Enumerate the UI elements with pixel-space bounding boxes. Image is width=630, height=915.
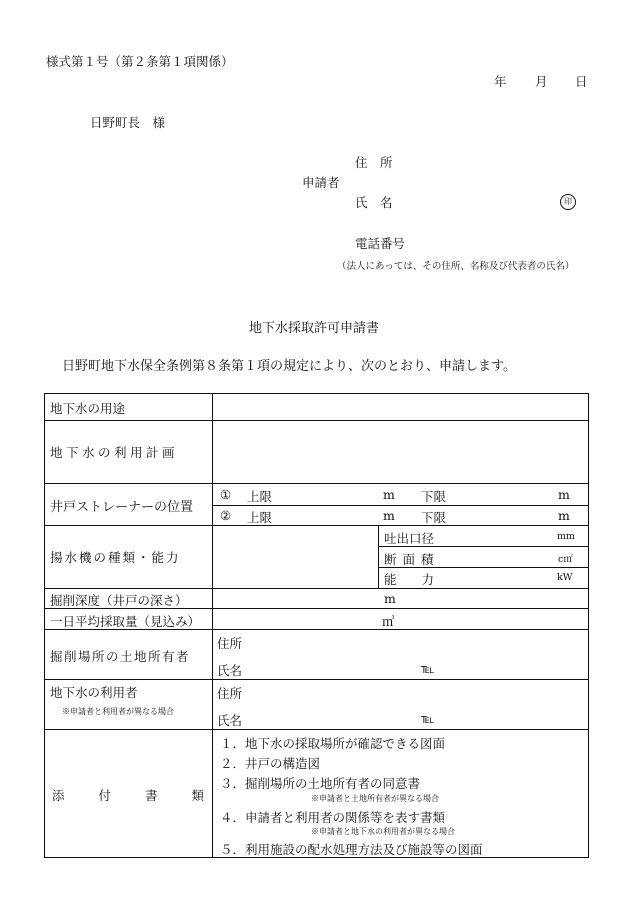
daily-volume-unit: ㎥ bbox=[382, 614, 395, 629]
owner-address-label: 住所 bbox=[217, 636, 243, 651]
strainer-1-upper-unit: m bbox=[383, 487, 395, 502]
attachment-4-note: ※申請者と地下水の利用者が異なる場合 bbox=[311, 827, 455, 836]
label-usage-plan: 地下水の利用計画 bbox=[50, 445, 179, 460]
date-year: 年 bbox=[494, 74, 507, 89]
form-number: 様式第１号（第２条第１項関係） bbox=[46, 54, 234, 69]
strainer-2-upper-unit: m bbox=[383, 508, 395, 523]
strainer-2-upper-label: 上限 bbox=[247, 510, 273, 525]
addressee: 日野町長 様 bbox=[90, 115, 166, 130]
document-title: 地下水採取許可申請書 bbox=[249, 321, 380, 336]
date-month: 月 bbox=[535, 74, 548, 89]
field-groundwater-use[interactable] bbox=[212, 393, 588, 420]
address-label: 住 所 bbox=[355, 155, 393, 170]
date-day: 日 bbox=[575, 74, 588, 89]
strainer-2-number: ② bbox=[220, 508, 232, 523]
label-groundwater-use: 地下水の用途 bbox=[50, 401, 126, 416]
owner-tel-label: ℡ bbox=[421, 661, 435, 676]
label-attachments: 添付書類 bbox=[52, 788, 239, 803]
owner-name-label: 氏名 bbox=[217, 663, 243, 678]
intro-text: 日野町地下水保全条例第８条第１項の規定により、次のとおり、申請します。 bbox=[62, 359, 516, 374]
name-label: 氏 名 bbox=[355, 195, 393, 210]
strainer-1-lower-label: 下限 bbox=[421, 489, 447, 504]
pump-area-unit: c㎡ bbox=[558, 554, 573, 565]
pump-power-unit: kW bbox=[557, 572, 573, 583]
corporation-note: （法人にあっては、その住所、名称及び代表者の氏名） bbox=[337, 261, 575, 272]
attachment-3: ３．掘削場所の土地所有者の同意書 bbox=[220, 776, 421, 791]
user-note: ※申請者と利用者が異なる場合 bbox=[62, 707, 174, 716]
phone-label: 電話番号 bbox=[355, 236, 406, 251]
user-name-label: 氏名 bbox=[217, 713, 243, 728]
field-pump-type[interactable] bbox=[212, 525, 378, 588]
applicant-label: 申請者 bbox=[302, 175, 340, 190]
label-daily-volume: 一日平均採取量（見込み） bbox=[50, 614, 201, 629]
label-land-owner: 掘削場所の土地所有者 bbox=[50, 649, 191, 664]
pump-area-label: 断面積 bbox=[384, 552, 440, 567]
attachment-5: ５．利用施設の配水処理方法及び施設等の図面 bbox=[220, 842, 483, 857]
pump-outlet-label: 吐出口径 bbox=[384, 531, 435, 546]
label-drilling-depth: 掘削深度（井戸の深さ） bbox=[50, 593, 188, 608]
attachment-2: ２．井戸の構造図 bbox=[220, 756, 321, 771]
user-tel-label: ℡ bbox=[421, 711, 435, 726]
label-pump-type: 揚水機の種類・能力 bbox=[50, 550, 181, 565]
strainer-1-lower-unit: m bbox=[558, 487, 570, 502]
user-address-label: 住所 bbox=[217, 686, 243, 701]
strainer-2-lower-unit: m bbox=[558, 508, 570, 523]
strainer-1-number: ① bbox=[220, 487, 232, 502]
seal-mark: 印 bbox=[560, 194, 576, 210]
field-usage-plan[interactable] bbox=[212, 420, 588, 483]
label-groundwater-user: 地下水の利用者 bbox=[50, 685, 138, 700]
attachment-3-note: ※申請者と土地所有者が異なる場合 bbox=[311, 794, 439, 803]
depth-unit: m bbox=[384, 591, 396, 606]
attachment-1: １．地下水の採取場所が確認できる図面 bbox=[220, 736, 446, 751]
strainer-1-upper-label: 上限 bbox=[247, 489, 273, 504]
pump-power-label: 能 力 bbox=[384, 572, 435, 587]
label-strainer-position: 井戸ストレーナーの位置 bbox=[50, 500, 194, 515]
pump-outlet-unit: mm bbox=[557, 531, 576, 542]
strainer-2-lower-label: 下限 bbox=[421, 510, 447, 525]
attachment-4: ４．申請者と利用者の関係等を表す書類 bbox=[220, 810, 446, 825]
